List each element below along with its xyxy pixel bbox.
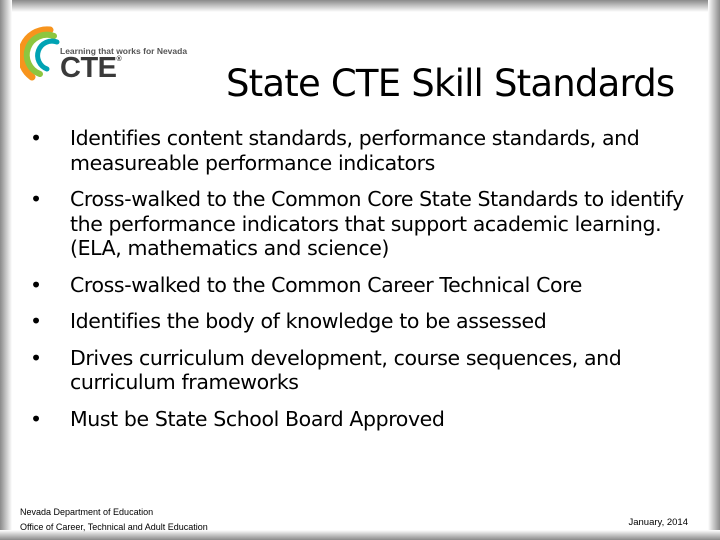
logo-tagline: Learning that works for Nevada [60, 46, 188, 56]
list-item: • Cross-walked to the Common Core State Standards to identify the performance indicators that support academic learning. (ELA, mathematics and science) [30, 187, 684, 260]
bullet-icon: • [30, 126, 42, 150]
list-item: • Identifies the body of knowledge to be assessed [30, 309, 547, 333]
list-item: • Identifies content standards, performance standards, and measureable performance indicators [30, 126, 640, 175]
slide-shadow-top [0, 0, 720, 12]
bullet-icon: • [30, 272, 42, 297]
slide-shadow-right [708, 0, 720, 540]
list-item: • Cross-walked to the Common Career Technical Core [30, 272, 582, 297]
slide-title: State CTE Skill Standards [226, 62, 675, 105]
bullet-icon: • [30, 406, 42, 431]
bullet-icon: • [30, 345, 42, 370]
logo-wordmark: CTE® [60, 52, 122, 84]
footer-organization [20, 505, 208, 535]
list-item: • Drives curriculum development, course sequences, and curriculum frameworks [30, 345, 622, 394]
bullet-icon: • [30, 309, 42, 333]
footer-org-line2: Office of Career, Technical and Adult Education [20, 522, 208, 532]
slide-shadow-left [0, 0, 12, 540]
cte-logo [20, 22, 220, 88]
bullet-list [24, 126, 694, 443]
list-item: • Must be State School Board Approved [30, 406, 445, 431]
bullet-icon: • [30, 187, 42, 211]
footer-date: January, 2014 [628, 517, 688, 528]
footer-org-line1: Nevada Department of Education [20, 507, 154, 517]
